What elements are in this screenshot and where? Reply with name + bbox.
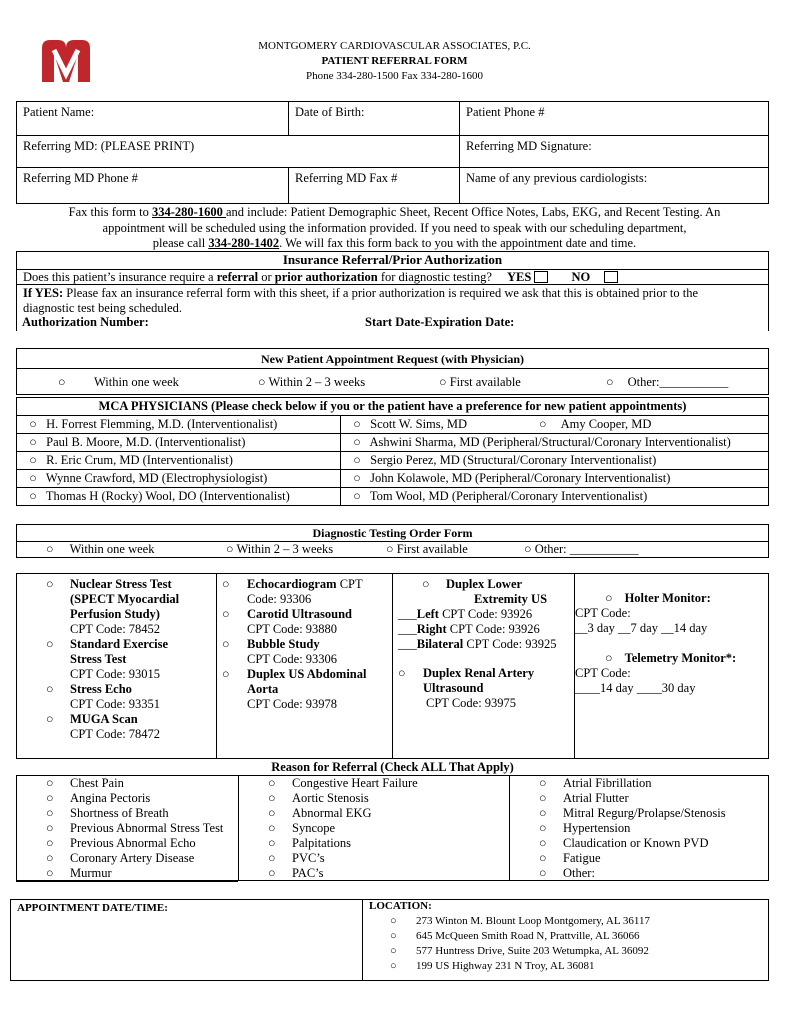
option-label: 577 Huntress Drive, Suite 203 Wetumpka, AL 36092 (416, 945, 649, 957)
radio-circle-icon: ○ (29, 489, 37, 503)
option-label: Fatigue (563, 851, 601, 865)
radio-circle-icon: ○ (258, 375, 266, 389)
option-label: Abnormal EKG (292, 806, 372, 820)
tests-col-1 (46, 577, 179, 742)
radio-circle-icon: ○ (29, 417, 37, 431)
option-label: Hypertension (563, 821, 631, 835)
contact-info: Phone 334-280-1500 Fax 334-280-1600 (306, 70, 483, 82)
reason-checkbox[interactable] (46, 821, 223, 836)
patient-name-field[interactable] (17, 102, 289, 136)
duplex-renal-artery-option[interactable]: ○ Duplex Renal Artery Ultrasound CPT Code: 93975 (398, 666, 535, 710)
radio-circle-icon: ○ (524, 542, 532, 556)
reason-checkbox[interactable] (539, 791, 726, 806)
insurance-yes-checkbox[interactable] (534, 271, 548, 283)
radio-circle-icon: ○ (422, 577, 430, 591)
np-first-available-option[interactable]: ○ First available (439, 375, 521, 389)
reason-checkbox[interactable] (46, 851, 223, 866)
radio-circle-icon: ○ (390, 945, 397, 957)
referring-md-fax-field[interactable] (289, 168, 460, 204)
reason-checkbox[interactable] (268, 851, 418, 866)
physician-option[interactable]: ○ Thomas H (Rocky) Wool, DO (Interventionalist) (17, 488, 341, 506)
radio-circle-icon: ○ (353, 489, 361, 503)
duplex-left-option[interactable]: ___Left CPT Code: 93926 (398, 607, 533, 621)
radio-circle-icon: ○ (539, 776, 547, 790)
location-option[interactable] (390, 914, 650, 929)
referring-md-phone-label: Referring MD Phone # (23, 171, 138, 185)
location-option[interactable] (390, 959, 650, 974)
previous-cardiologists-field[interactable] (460, 168, 769, 204)
reason-checkbox[interactable] (539, 866, 726, 881)
radio-circle-icon: ○ (58, 375, 66, 389)
physician-option[interactable]: ○ H. Forrest Flemming, M.D. (Interventionalist) (17, 416, 341, 434)
radio-circle-icon: ○ (29, 453, 37, 467)
reason-checkbox[interactable] (539, 836, 726, 851)
new-patient-title: New Patient Appointment Request (with Physician) (17, 349, 768, 369)
option-label: Angina Pectoris (70, 791, 151, 805)
physician-option[interactable]: ○ Wynne Crawford, MD (Electrophysiologist) (17, 470, 341, 488)
reason-checkbox[interactable] (268, 866, 418, 881)
patient-phone-field[interactable] (460, 102, 769, 136)
radio-circle-icon: ○ (46, 542, 54, 556)
option-label: 199 US Highway 231 N Troy, AL 36081 (416, 960, 595, 972)
radio-circle-icon: ○ (539, 806, 547, 820)
insurance-note: If YES: Please fax an insurance referral form with this sheet, if a prior authorization is required we ask that this is obtained prior to the diagnostic test being scheduled. (23, 286, 699, 315)
radio-circle-icon: ○ (398, 666, 406, 680)
org-name: MONTGOMERY CARDIOVASCULAR ASSOCIATES, P.C. (258, 40, 531, 52)
radio-circle-icon: ○ (222, 607, 230, 621)
holter-cpt-label: CPT Code: (575, 606, 631, 620)
radio-circle-icon: ○ (439, 375, 447, 389)
referring-md-signature-label: Referring MD Signature: (466, 139, 592, 153)
radio-circle-icon: ○ (268, 836, 276, 850)
physician-option[interactable]: ○ Paul B. Moore, M.D. (Interventionalist) (17, 434, 341, 452)
reason-checkbox[interactable] (46, 806, 223, 821)
radio-circle-icon: ○ (539, 417, 547, 431)
dx-first-available-option[interactable]: ○ First available (386, 542, 468, 556)
option-label: 273 Winton M. Blount Loop Montgomery, AL 36117 (416, 915, 651, 927)
option-label: Palpitations (292, 836, 352, 850)
radio-circle-icon: ○ (46, 806, 54, 820)
radio-circle-icon: ○ (390, 915, 397, 927)
tests-col-3 (398, 577, 556, 711)
option-label: Aortic Stenosis (292, 791, 369, 805)
option-label: 645 McQueen Smith Road N, Prattville, AL 36066 (416, 930, 640, 942)
fax-instructions: Fax this form to 334-280-1600 and include: Patient Demographic Sheet, Recent Office Notes, Labs, EKG, and Recent Testing. An appointment will be scheduled using the information provided. If you need to speak with our scheduling department, please call 334-280-1402. We will fax this form back to you with the appointment date and time. (68, 205, 721, 250)
standard-exercise-stress-test-option[interactable]: ○ Standard Exercise Stress Test CPT Code: 93015 (46, 637, 169, 681)
radio-circle-icon: ○ (46, 776, 54, 790)
reasons-title: Reason for Referral (Check ALL That Apply) (271, 760, 514, 774)
radio-circle-icon: ○ (268, 821, 276, 835)
reason-checkbox[interactable] (46, 791, 223, 806)
option-label: Mitral Regurg/Prolapse/Stenosis (563, 806, 726, 820)
physician-option[interactable]: ○ Sergio Perez, MD (Structural/Coronary Interventionalist) (341, 452, 769, 470)
radio-circle-icon: ○ (390, 930, 397, 942)
radio-circle-icon: ○ (46, 791, 54, 805)
radio-circle-icon: ○ (268, 851, 276, 865)
physicians-title: MCA PHYSICIANS (Please check below if you or the patient have a preference for new patient appointments) (17, 398, 769, 416)
option-label: Shortness of Breath (70, 806, 169, 820)
reason-checkbox[interactable] (539, 821, 726, 836)
reasons-col-3 (539, 776, 726, 881)
radio-circle-icon: ○ (605, 591, 613, 605)
start-expiration-date-label[interactable]: Start Date-Expiration Date: (365, 315, 515, 329)
radio-circle-icon: ○ (268, 806, 276, 820)
reasons-col-1 (46, 776, 223, 881)
radio-circle-icon: ○ (222, 577, 230, 591)
previous-cardiologists-label: Name of any previous cardiologists: (466, 171, 648, 185)
option-label: Previous Abnormal Stress Test (70, 821, 224, 835)
patient-info-table (16, 101, 769, 204)
insurance-title: Insurance Referral/Prior Authorization (17, 252, 768, 270)
option-label: Murmur (70, 866, 112, 880)
referring-md-fax-label: Referring MD Fax # (295, 171, 398, 185)
radio-circle-icon: ○ (46, 836, 54, 850)
reason-checkbox[interactable] (268, 821, 418, 836)
radio-circle-icon: ○ (46, 712, 54, 726)
referring-md-label: Referring MD: (PLEASE PRINT) (23, 139, 195, 153)
radio-circle-icon: ○ (29, 435, 37, 449)
telemetry-monitor-option[interactable]: ○ Telemetry Monitor*: (605, 651, 737, 665)
reason-checkbox[interactable] (268, 776, 418, 791)
authorization-number-label[interactable]: Authorization Number: (22, 315, 149, 329)
radio-circle-icon: ○ (29, 471, 37, 485)
reason-checkbox[interactable] (268, 836, 418, 851)
reason-checkbox[interactable] (46, 836, 223, 851)
radio-circle-icon: ○ (46, 682, 54, 696)
option-label: Previous Abnormal Echo (70, 836, 196, 850)
option-label: Claudication or Known PVD (563, 836, 709, 850)
location-list (390, 914, 650, 974)
radio-circle-icon: ○ (539, 866, 547, 880)
referring-md-phone-field[interactable] (17, 168, 289, 204)
diagnostic-title: Diagnostic Testing Order Form (17, 525, 768, 542)
radio-circle-icon: ○ (222, 667, 230, 681)
tests-col-4 (575, 591, 736, 696)
reason-checkbox[interactable] (268, 791, 418, 806)
np-within-week-radio[interactable] (58, 375, 66, 390)
radio-circle-icon: ○ (46, 851, 54, 865)
np-2-3-weeks-option[interactable]: ○ Within 2 – 3 weeks (258, 375, 366, 389)
option-label: Other: (563, 866, 595, 880)
radio-circle-icon: ○ (46, 637, 54, 651)
insurance-question: Does this patient’s insurance require a referral or prior authorization for diagnostic testing? YES NO (17, 270, 768, 285)
radio-circle-icon: ○ (353, 417, 361, 431)
echocardiogram-option[interactable]: ○ Echocardiogram CPT Code: 93306 (222, 577, 363, 606)
physician-option[interactable]: ○ R. Eric Crum, MD (Interventionalist) (17, 452, 341, 470)
location-option[interactable] (390, 929, 650, 944)
radio-circle-icon: ○ (46, 866, 54, 880)
telemetry-cpt-label: CPT Code: (575, 666, 631, 680)
bubble-study-option[interactable]: ○ Bubble Study CPT Code: 93306 (222, 637, 338, 666)
dx-within-week-option[interactable]: ○ Within one week (46, 542, 155, 556)
np-other-option[interactable]: ○ Other:___________ (606, 375, 729, 389)
physician-option[interactable]: ○ Ashwini Sharma, MD (Peripheral/Structural/Coronary Interventionalist) (341, 434, 769, 452)
fax-number: 334-280-1600 (152, 205, 226, 219)
reason-checkbox[interactable] (46, 866, 223, 881)
duplex-bilateral-option[interactable]: ___Bilateral CPT Code: 93925 (398, 637, 557, 651)
radio-circle-icon: ○ (390, 960, 397, 972)
radio-circle-icon: ○ (268, 776, 276, 790)
physician-option[interactable]: ○ John Kolawole, MD (Peripheral/Coronary Interventionalist) (341, 470, 769, 488)
radio-circle-icon: ○ (268, 866, 276, 880)
radio-circle-icon: ○ (46, 821, 54, 835)
option-label: Congestive Heart Failure (292, 776, 418, 790)
duplex-us-abdominal-aorta-option[interactable]: ○ Duplex US Abdominal Aorta CPT Code: 93978 (222, 667, 367, 711)
muga-scan-option[interactable]: ○ MUGA Scan CPT Code: 78472 (46, 712, 161, 741)
holter-duration-options[interactable]: __3 day __7 day __14 day (575, 621, 708, 635)
dob-field[interactable] (289, 102, 460, 136)
duplex-lower-extremity-option[interactable]: ○ Duplex Lower Extremity US (422, 577, 548, 606)
option-label: PAC’s (292, 866, 324, 880)
scheduling-phone-number: 334-280-1402 (208, 236, 280, 250)
reason-checkbox[interactable] (46, 776, 223, 791)
patient-phone-label: Patient Phone # (466, 105, 545, 119)
physician-option[interactable]: ○ Tom Wool, MD (Peripheral/Coronary Interventionalist) (341, 488, 769, 506)
radio-circle-icon: ○ (539, 851, 547, 865)
option-label: Atrial Flutter (563, 791, 629, 805)
telemetry-duration-options[interactable]: ____14 day ____30 day (575, 681, 696, 695)
radio-circle-icon: ○ (222, 637, 230, 651)
radio-circle-icon: ○ (539, 836, 547, 850)
radio-circle-icon: ○ (539, 791, 547, 805)
option-label: Syncope (292, 821, 336, 835)
np-within-week-label: Within one week (94, 375, 179, 389)
radio-circle-icon: ○ (539, 821, 547, 835)
radio-circle-icon: ○ (606, 375, 614, 389)
reason-checkbox[interactable] (268, 806, 418, 821)
radio-circle-icon: ○ (226, 542, 234, 556)
location-option[interactable] (390, 944, 650, 959)
reason-checkbox[interactable] (539, 776, 726, 791)
referring-md-signature-field[interactable] (460, 136, 769, 168)
patient-name-label: Patient Name: (23, 105, 95, 119)
radio-circle-icon: ○ (353, 471, 361, 485)
physicians-table (16, 397, 769, 506)
option-label: PVC’s (292, 851, 325, 865)
option-label: Coronary Artery Disease (70, 851, 195, 865)
radio-circle-icon: ○ (386, 542, 394, 556)
dx-other-option[interactable]: ○ Other: ___________ (524, 542, 639, 556)
tests-col-2 (222, 577, 366, 712)
nuclear-stress-test-option[interactable]: ○ Nuclear Stress Test (SPECT Myocardial Perfusion Study) CPT Code: 78452 (46, 577, 180, 636)
reason-checkbox[interactable] (539, 806, 726, 821)
option-label: Chest Pain (70, 776, 124, 790)
form-title: PATIENT REFERRAL FORM (321, 55, 468, 67)
dob-label: Date of Birth: (295, 105, 365, 119)
appointment-datetime-label[interactable]: APPOINTMENT DATE/TIME: (17, 902, 168, 914)
option-label: Atrial Fibrillation (563, 776, 652, 790)
radio-circle-icon: ○ (46, 577, 54, 591)
physician-option-pair[interactable]: ○ Scott W. Sims, MD ○ Amy Cooper, MD (341, 416, 769, 434)
location-label: LOCATION: (369, 900, 432, 912)
reason-checkbox[interactable] (539, 851, 726, 866)
insurance-no-checkbox[interactable] (604, 271, 618, 283)
radio-circle-icon: ○ (605, 651, 613, 665)
duplex-right-option[interactable]: ___Right CPT Code: 93926 (398, 622, 540, 636)
carotid-ultrasound-option[interactable]: ○ Carotid Ultrasound CPT Code: 93880 (222, 607, 352, 636)
radio-circle-icon: ○ (353, 435, 361, 449)
holter-monitor-option[interactable]: ○ Holter Monitor: (605, 591, 711, 605)
radio-circle-icon: ○ (353, 453, 361, 467)
referring-md-field[interactable] (17, 136, 460, 168)
reasons-col-2 (268, 776, 418, 881)
stress-echo-option[interactable]: ○ Stress Echo CPT Code: 93351 (46, 682, 161, 711)
radio-circle-icon: ○ (268, 791, 276, 805)
dx-2-3-weeks-option[interactable]: ○ Within 2 – 3 weeks (226, 542, 334, 556)
